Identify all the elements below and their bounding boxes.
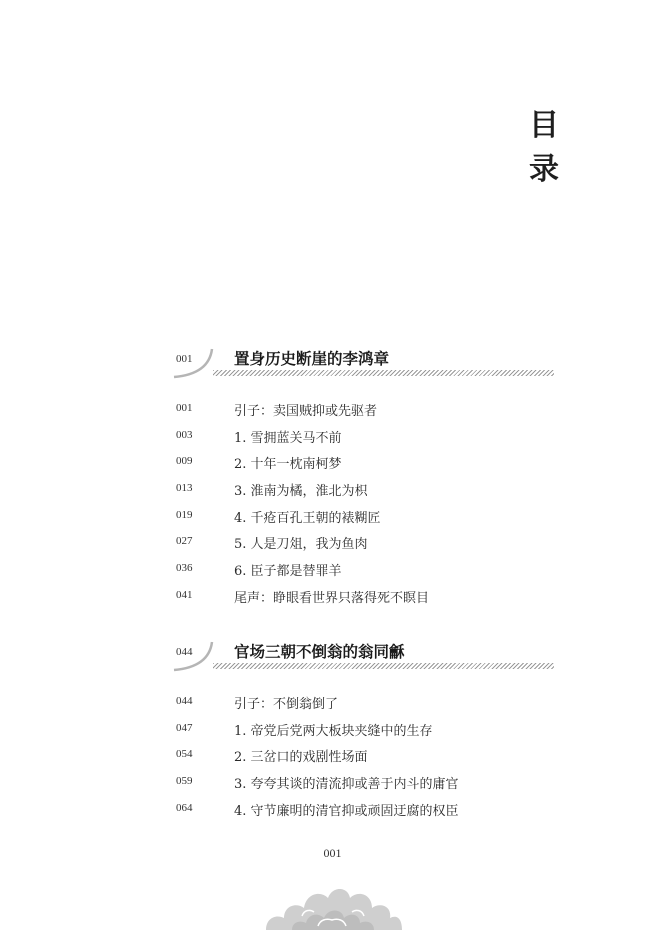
chapter-title[interactable]: 置身历史断崖的李鸿章 xyxy=(234,349,390,368)
toc-entry[interactable] xyxy=(0,748,665,775)
entry-title: 5. 人是刀俎，我为鱼肉 xyxy=(234,537,368,553)
chapter-section-2 xyxy=(0,640,665,819)
entry-page-number: 041 xyxy=(176,588,193,601)
toc-entry[interactable] xyxy=(0,455,665,482)
toc-entry[interactable] xyxy=(0,402,665,429)
chapter-title[interactable]: 官场三朝不倒翁的翁同龢 xyxy=(234,642,405,661)
toc-entry[interactable] xyxy=(0,535,665,562)
chapter-header xyxy=(0,347,665,387)
toc-heading-char-1: 目 xyxy=(529,108,559,143)
toc-entry[interactable] xyxy=(0,482,665,509)
entry-title: 引子：不倒翁倒了 xyxy=(234,697,339,712)
entry-page-number: 027 xyxy=(176,535,193,548)
entry-title: 尾声：睁眼看世界只落得死不瞑目 xyxy=(234,590,430,606)
chapter-hatched-rule xyxy=(213,663,554,669)
toc-entry[interactable] xyxy=(0,509,665,536)
entry-title: 4. 守节廉明的清官抑或顽固迂腐的权臣 xyxy=(234,803,459,819)
toc-entry[interactable] xyxy=(0,429,665,456)
toc-entry[interactable] xyxy=(0,775,665,802)
entry-page-number: 003 xyxy=(176,428,193,441)
entry-page-number: 059 xyxy=(176,775,193,788)
chapter-entry-list xyxy=(0,695,665,828)
entry-page-number: 047 xyxy=(176,721,193,734)
entry-title: 1. 雪拥蓝关马不前 xyxy=(234,430,342,446)
entry-title: 2. 三岔口的戏剧性场面 xyxy=(234,750,368,766)
toc-entry[interactable] xyxy=(0,589,665,616)
toc-heading xyxy=(524,104,564,192)
entry-page-number: 054 xyxy=(176,748,193,761)
entry-title: 4. 千疮百孔王朝的裱糊匠 xyxy=(234,510,381,526)
chapter-hatched-rule xyxy=(213,370,554,376)
entry-title: 3. 夸夸其谈的清流抑或善于内斗的庸官 xyxy=(234,777,459,793)
entry-page-number: 036 xyxy=(176,562,193,575)
cloud-ornament-icon xyxy=(262,882,404,930)
toc-entry[interactable] xyxy=(0,695,665,722)
entry-page-number: 001 xyxy=(176,402,193,414)
chapter-entry-list xyxy=(0,402,665,616)
toc-entry[interactable] xyxy=(0,562,665,589)
toc-entry[interactable] xyxy=(0,722,665,749)
entry-title: 6. 臣子都是替罪羊 xyxy=(234,564,342,580)
page-number: 001 xyxy=(323,846,342,860)
toc-entry[interactable] xyxy=(0,802,665,829)
chapter-header xyxy=(0,640,665,680)
entry-page-number: 009 xyxy=(176,455,193,468)
chapter-page-number: 001 xyxy=(176,353,193,365)
toc-heading-char-2: 录 xyxy=(529,152,559,187)
entry-title: 2. 十年一枕南柯梦 xyxy=(234,457,342,473)
chapter-page-number: 044 xyxy=(176,646,193,658)
entry-title: 3. 淮南为橘，淮北为枳 xyxy=(234,484,368,500)
entry-page-number: 013 xyxy=(176,482,193,495)
entry-page-number: 064 xyxy=(176,801,193,814)
entry-title: 1. 帝党后党两大板块夹缝中的生存 xyxy=(234,723,433,739)
chapter-section-1 xyxy=(0,347,665,606)
entry-page-number: 044 xyxy=(176,695,193,707)
entry-title: 引子：卖国贼抑或先驱者 xyxy=(234,404,378,419)
entry-page-number: 019 xyxy=(176,508,193,521)
